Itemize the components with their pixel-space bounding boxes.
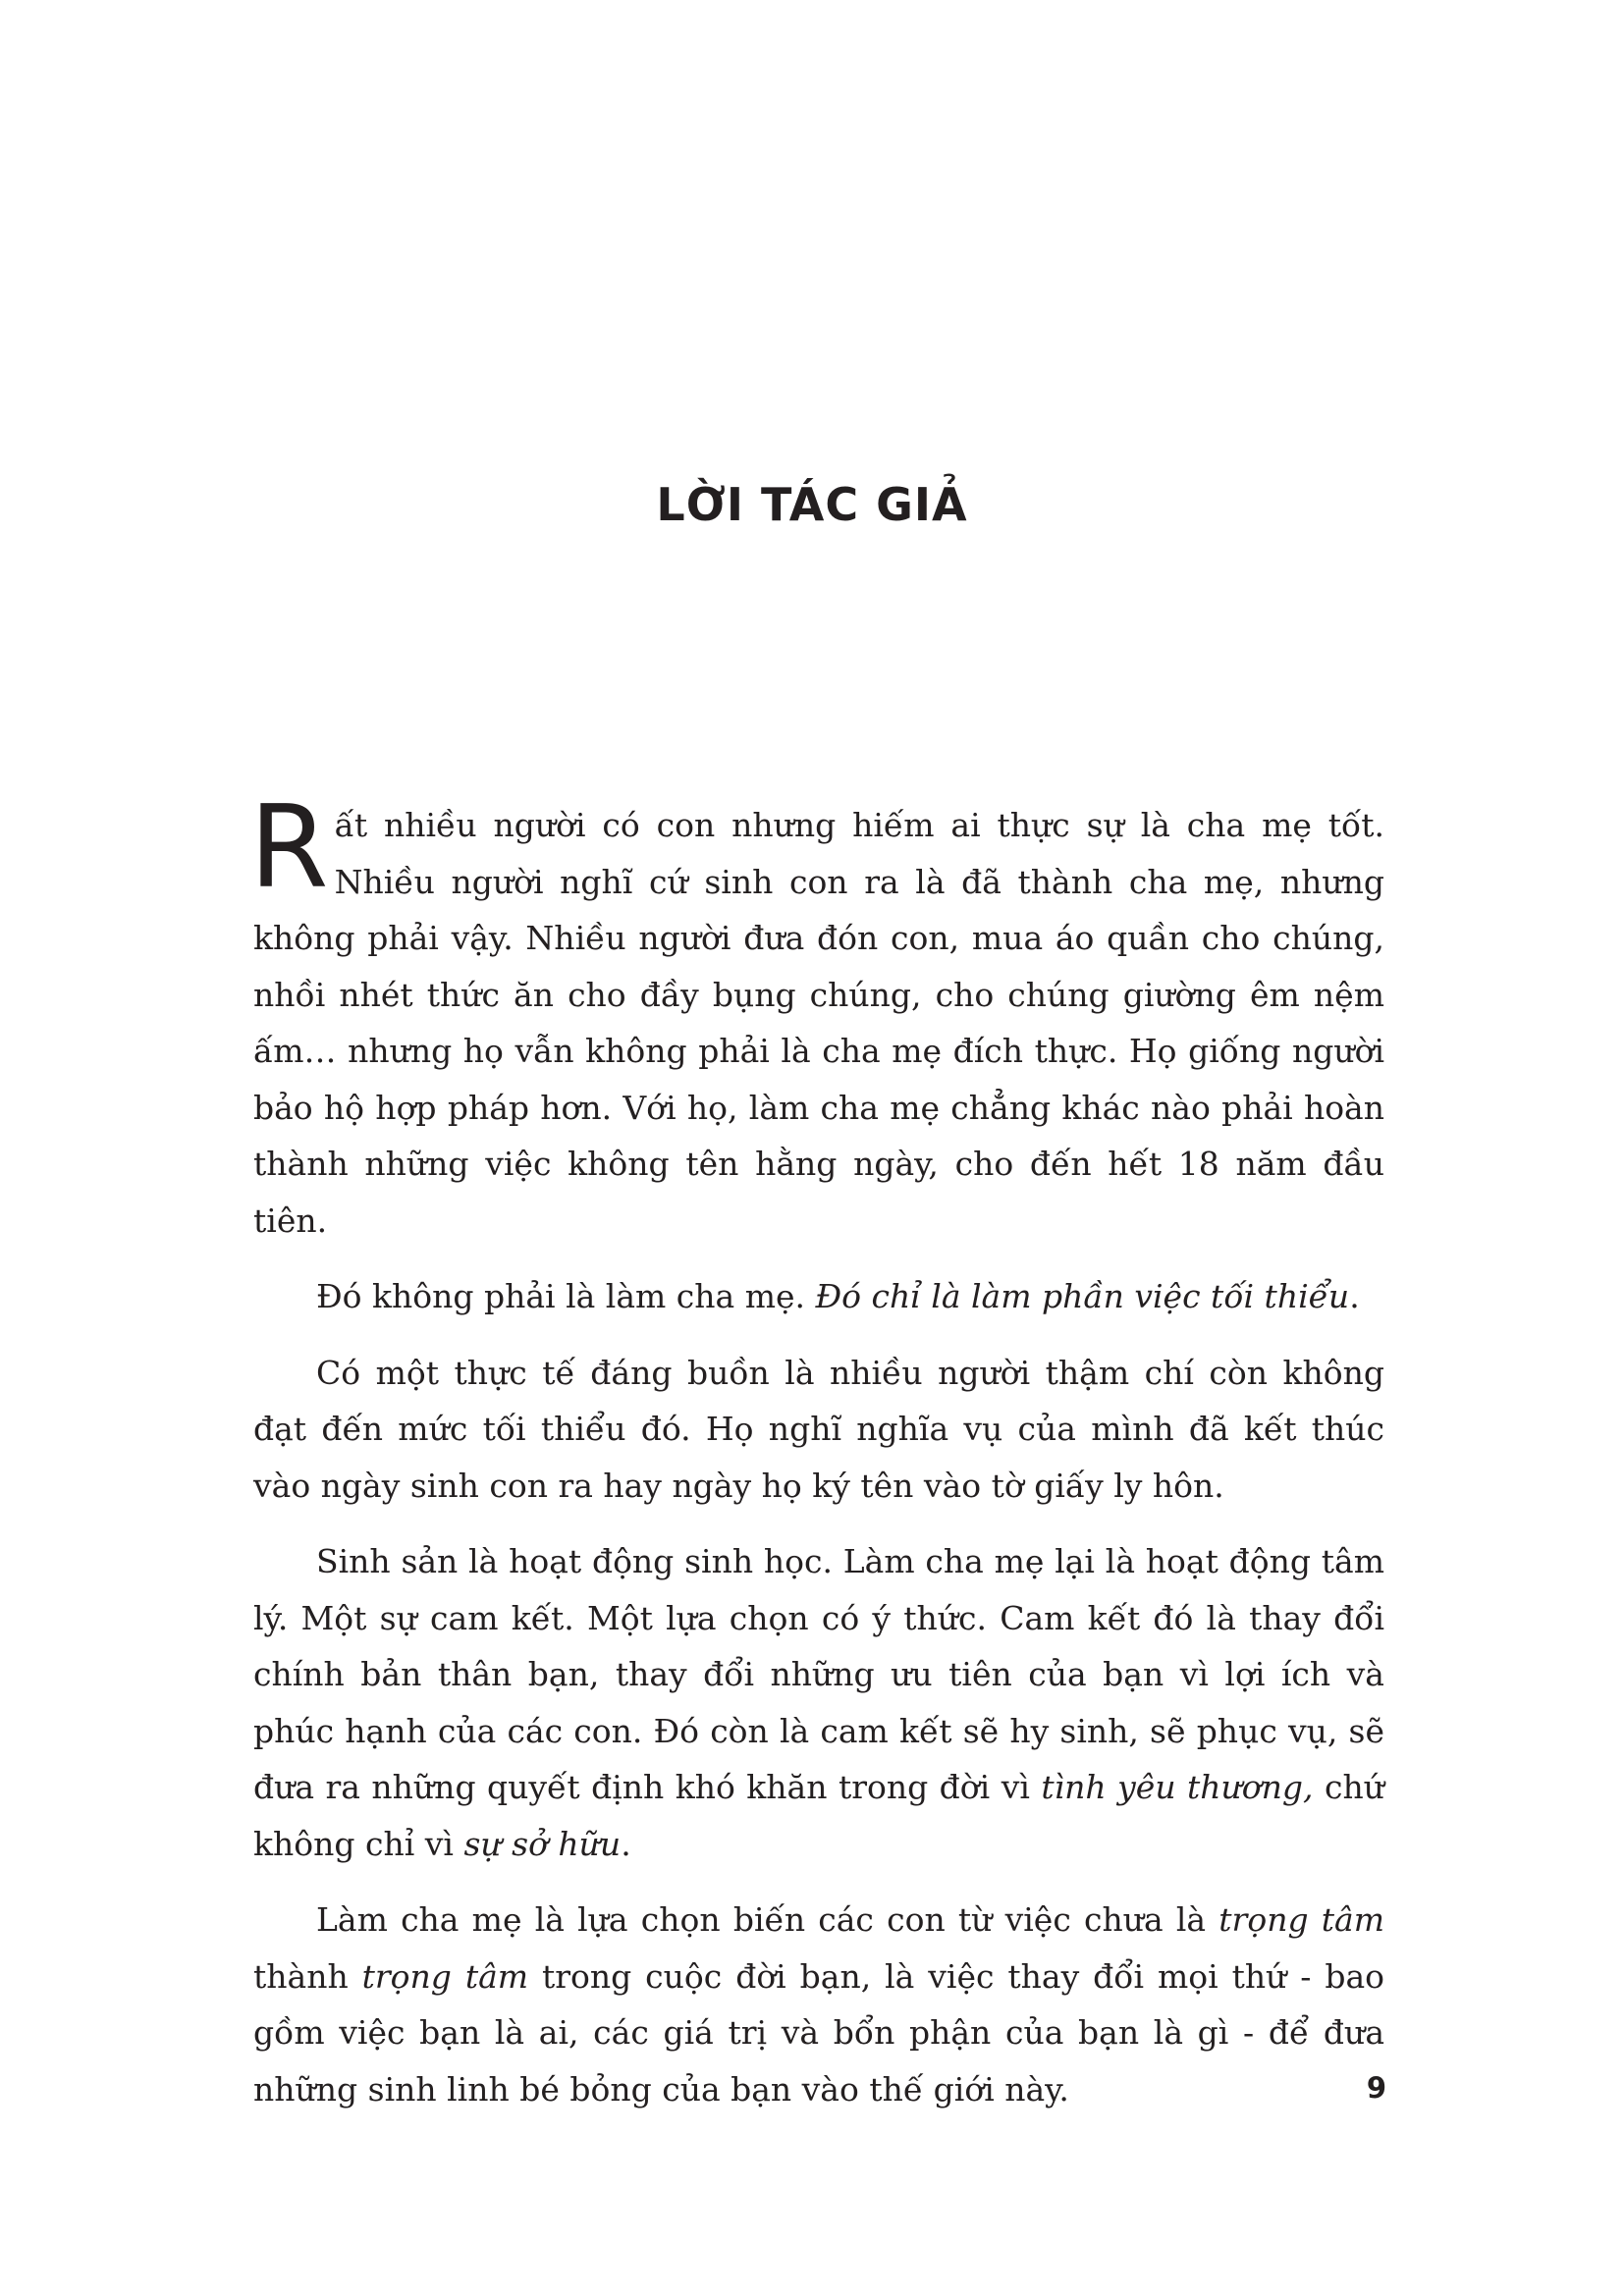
paragraph-5-emphasis-2: trọng tâm [361, 1956, 529, 1996]
paragraph-1-text: ất nhiều người có con nhưng hiếm ai thực sự là cha mẹ tốt. Nhiều người nghĩ cứ sinh con ra là đã thành cha mẹ, nhưng không phải vậy. Nhiều người đưa đón con, mua áo quần cho chúng, nhồi nhét thức ăn cho đầy bụng chúng, cho chúng giường êm nệm ấm… nhưng họ vẫn không phải là cha mẹ đích thực. Họ giống người bảo hộ hợp pháp hơn. Với họ, làm cha mẹ chẳng khác nào phải hoàn thành những việc không tên hằng ngày, cho đến hết 18 năm đầu tiên. [253, 806, 1384, 1240]
paragraph-4 [253, 1533, 1384, 1872]
body-text [249, 781, 1385, 2137]
chapter-title: LỜI TÁC GIẢ [656, 478, 968, 531]
paragraph-2-text-before: Đó không phải là làm cha mẹ. [316, 1277, 816, 1315]
paragraph-4-emphasis-2: sự sở hữu [463, 1824, 622, 1863]
paragraph-5 [253, 1892, 1384, 2117]
paragraph-3 [253, 1345, 1384, 1515]
paragraph-2-emphasis: Đó chỉ là làm phần việc tối thiểu [815, 1277, 1350, 1315]
paragraph-2 [253, 1268, 1384, 1325]
paragraph-3-text: Có một thực tế đáng buồn là nhiều người thậm chí còn không đạt đến mức tối thiểu đó. Họ nghĩ nghĩa vụ của mình đã kết thúc vào ngày sinh con ra hay ngày họ ký tên vào tờ giấy ly hôn. [253, 1353, 1384, 1505]
paragraph-1 [249, 781, 1384, 1249]
paragraph-4-text-after: . [621, 1824, 631, 1863]
paragraph-5-text-before: Làm cha mẹ là lựa chọn biến các con từ việc chưa là [316, 1900, 1219, 1939]
paragraph-4-text-middle: chứ không chỉ vì [253, 1768, 1384, 1863]
paragraph-4-emphasis-1: tình yêu thương, [1041, 1768, 1314, 1806]
paragraph-5-emphasis-1: trọng tâm [1218, 1900, 1385, 1939]
paragraph-2-text-after: . [1349, 1277, 1360, 1315]
paragraph-4-text-before: Sinh sản là hoạt động sinh học. Làm cha mẹ lại là hoạt động tâm lý. Một sự cam kết. Một lựa chọn có ý thức. Cam kết đó là thay đổi chính bản thân bạn, thay đổi những ưu tiên của bạn vì lợi ích và phúc hạnh của các con. Đó còn là cam kết sẽ hy sinh, sẽ phục vụ, sẽ đưa ra những quyết định khó khăn trong đời vì [253, 1542, 1384, 1806]
page-number: 9 [1366, 2071, 1386, 2105]
paragraph-5-text-after: trong cuộc đời bạn, là việc thay đổi mọi thứ - bao gồm việc bạn là ai, các giá trị và bổn phận của bạn là gì - để đưa những sinh linh bé bỏng của bạn vào thế giới này. [253, 1956, 1385, 2109]
paragraph-5-text-middle: thành [253, 1956, 362, 1996]
drop-cap-letter: R [249, 781, 329, 914]
